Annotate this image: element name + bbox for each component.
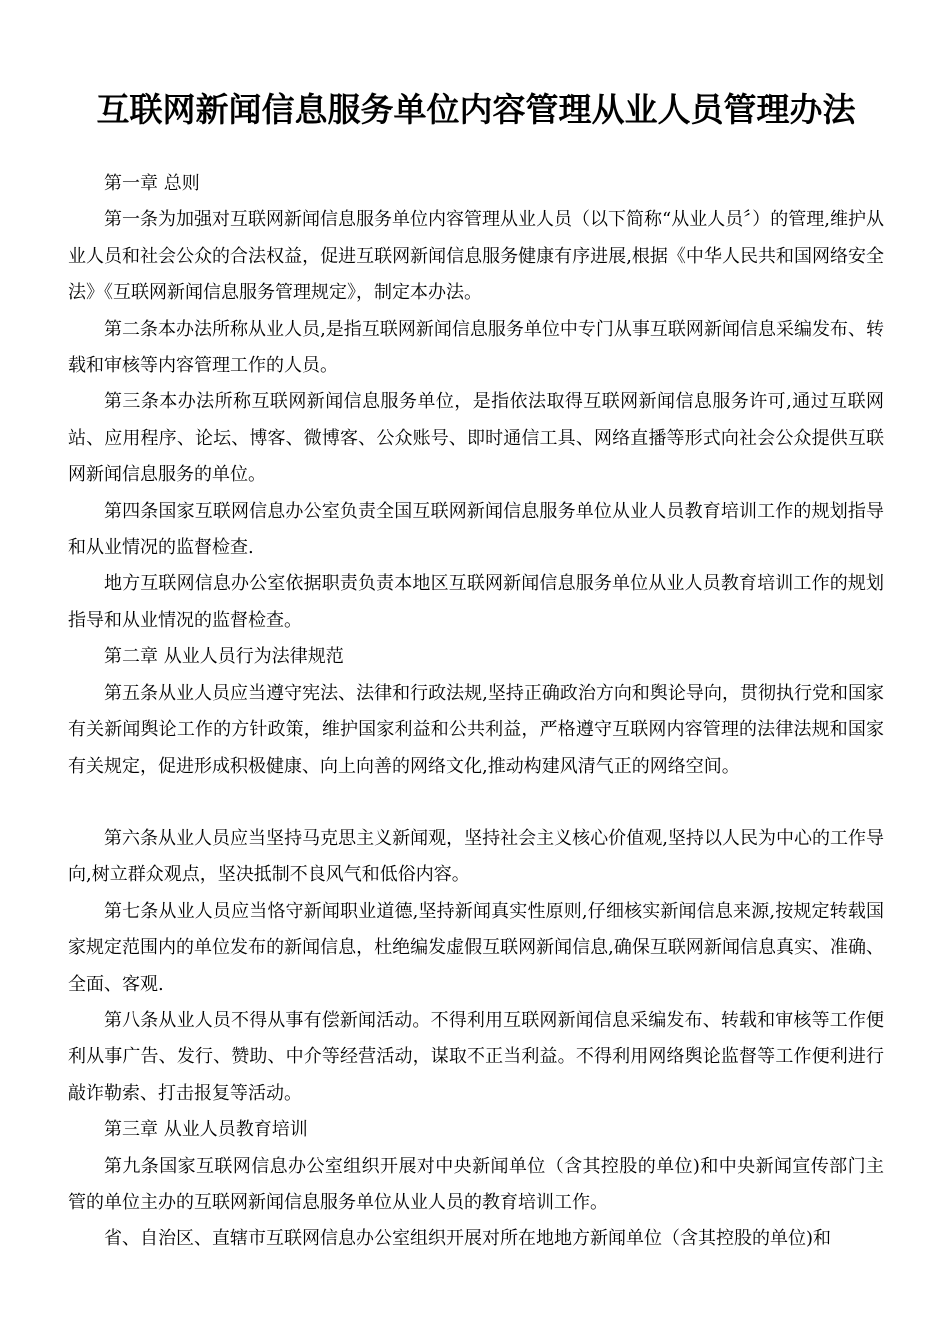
article-paragraph: 第四条国家互联网信息办公室负责全国互联网新闻信息服务单位从业人员教育培训工作的规划指导和从业情况的监督检查. [68, 500, 884, 559]
document-body [68, 166, 884, 1258]
article-paragraph: 第五条从业人员应当遵守宪法、法律和行政法规,坚持正确政治方向和舆论导向，贯彻执行党和国家有关新闻舆论工作的方针政策，维护国家利益和公共利益，严格遵守互联网内容管理的法律法规和国家有关规定，促进形成积极健康、向上向善的网络文化,推动构建风清气正的网络空间。 [68, 682, 884, 777]
article-paragraph: 第二条本办法所称从业人员,是指互联网新闻信息服务单位中专门从事互联网新闻信息采编发布、转载和审核等内容管理工作的人员。 [68, 318, 884, 377]
article-paragraph: 第八条从业人员不得从事有偿新闻活动。不得利用互联网新闻信息采编发布、转载和审核等工作便利从事广告、发行、赞助、中介等经营活动，谋取不正当利益。不得利用网络舆论监督等工作便利进行敲诈勒索、打击报复等活动。 [68, 1009, 884, 1104]
article-paragraph: 第七条从业人员应当恪守新闻职业道德,坚持新闻真实性原则,仔细核实新闻信息来源,按规定转载国家规定范围内的单位发布的新闻信息，杜绝编发虚假互联网新闻信息,确保互联网新闻信息真实、准确、全面、客观. [68, 900, 884, 995]
chapter-heading: 第一章 总则 [104, 173, 200, 194]
chapter-heading: 第二章 从业人员行为法律规范 [104, 646, 344, 668]
article-paragraph: 地方互联网信息办公室依据职责负责本地区互联网新闻信息服务单位从业人员教育培训工作的规划指导和从业情况的监督检查。 [68, 573, 884, 631]
chapter-heading: 第三章 从业人员教育培训 [104, 1119, 308, 1141]
article-paragraph: 省、自治区、直辖市互联网信息办公室组织开展对所在地地方新闻单位（含其控股的单位)和 [104, 1228, 832, 1250]
article-paragraph: 第三条本办法所称互联网新闻信息服务单位，是指依法取得互联网新闻信息服务许可,通过互联网站、应用程序、论坛、博客、微博客、公众账号、即时通信工具、网络直播等形式向社会公众提供互联网新闻信息服务的单位。 [68, 391, 884, 486]
article-paragraph: 第九条国家互联网信息办公室组织开展对中央新闻单位（含其控股的单位)和中央新闻宣传部门主管的单位主办的互联网新闻信息服务单位从业人员的教育培训工作。 [68, 1155, 884, 1213]
article-paragraph: 第六条从业人员应当坚持马克思主义新闻观，坚持社会主义核心价值观,坚持以人民为中心的工作导向,树立群众观点，坚决抵制不良风气和低俗内容。 [68, 827, 884, 886]
paragraph-spacer [68, 785, 884, 821]
document-title: 互联网新闻信息服务单位内容管理从业人员管理办法 [96, 90, 856, 129]
article-paragraph: 第一条为加强对互联网新闻信息服务单位内容管理从业人员（以下简称“从业人员〞）的管理,维护从业人员和社会公众的合法权益，促进互联网新闻信息服务健康有序进展,根据《中华人民共和国网络安全法》《互联网新闻信息服务管理规定》，制定本办法。 [68, 209, 884, 304]
